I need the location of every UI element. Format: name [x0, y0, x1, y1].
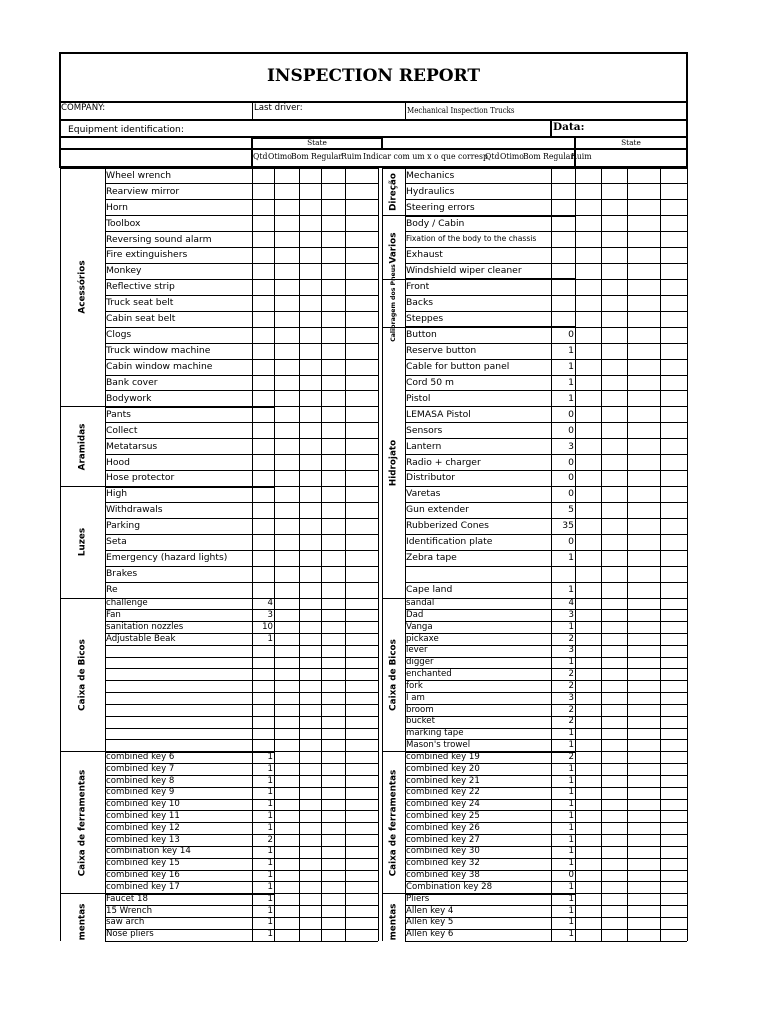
right-item-name: Allen key 4	[406, 905, 454, 916]
section-label-right: Caixa de ferramentas	[388, 769, 399, 877]
left-item-name: Reflective strip	[106, 281, 175, 293]
section-label-right: Caixa de Bicos	[388, 639, 399, 711]
left-item-qty: 1	[267, 811, 273, 821]
row-line-right	[405, 311, 687, 312]
column-line-right	[601, 167, 602, 941]
right-item-name: combined key 38	[406, 870, 480, 881]
right-item-name: I am	[406, 692, 425, 703]
left-item-name: Cabin window machine	[106, 360, 213, 372]
left-item-name: combined key 12	[106, 822, 180, 833]
left-item-name: Hood	[106, 456, 130, 468]
left-item-name: saw arch	[106, 917, 145, 928]
right-item-qty: 2	[568, 669, 574, 680]
column-header-right: Bom	[523, 152, 541, 162]
right-item-name: Distributor	[406, 472, 456, 484]
section-line-left	[60, 486, 105, 487]
column-header-left: Bom	[291, 152, 309, 162]
row-line-left	[105, 231, 378, 232]
left-item-name: Truck seat belt	[106, 297, 174, 309]
row-line-left	[105, 668, 378, 669]
right-item-name: Dad	[406, 609, 424, 620]
left-item-qty: 1	[267, 775, 273, 786]
right-item-qty: 1	[568, 552, 574, 564]
right-item-name: Windshield wiper cleaner	[406, 265, 522, 277]
right-item-name: Front	[406, 281, 430, 293]
row-line-left	[105, 470, 378, 471]
right-item-name: Pistol	[406, 392, 431, 404]
row-line-right	[405, 375, 687, 376]
row-line-right	[405, 263, 687, 264]
right-item-qty: 1	[568, 858, 574, 869]
section-line-left	[60, 598, 105, 599]
section-label-right: Direção	[388, 172, 399, 211]
column-line-left	[321, 167, 322, 941]
left-item-qty: 1	[267, 893, 273, 904]
mechanical-inspection-label: Mechanical Inspection Trucks	[407, 105, 515, 115]
data-label: Data:	[553, 121, 585, 133]
right-item-qty: 0	[568, 424, 574, 436]
section-label-left: Acessórios	[77, 260, 88, 315]
right-item-qty: 1	[568, 740, 574, 751]
section-label-right: Hidrojato	[388, 439, 399, 486]
right-item-name: Mechanics	[406, 169, 455, 181]
right-item-qty: 1	[568, 893, 574, 904]
row-line-right	[405, 231, 687, 232]
right-item-qty: 1	[568, 929, 574, 940]
row-line-left	[105, 692, 378, 693]
right-item-name: combined key 19	[406, 751, 480, 762]
left-item-qty: 1	[267, 799, 273, 810]
right-item-name: Combination key 28	[406, 881, 493, 892]
left-item-name: Parking	[106, 520, 141, 532]
left-item-name: Rearview mirror	[106, 185, 180, 197]
company-row-bottom	[60, 119, 687, 121]
section-line-left	[60, 168, 105, 169]
left-item-qty: 1	[267, 905, 273, 916]
right-item-name: Hydraulics	[406, 185, 455, 197]
row-line-right	[405, 390, 687, 391]
column-header-middle: Indicar com um x o que corresp	[363, 152, 488, 162]
row-line-left	[105, 582, 378, 583]
column-line-right	[687, 167, 688, 941]
left-item-name: Clogs	[106, 329, 132, 341]
right-item-name: Backs	[406, 297, 434, 309]
right-item-qty: 1	[568, 360, 574, 372]
right-item-qty: 2	[568, 716, 574, 727]
right-item-name: combined key 24	[406, 799, 480, 810]
left-item-name: Reversing sound alarm	[106, 233, 212, 245]
right-item-qty: 1	[568, 376, 574, 388]
right-item-qty: 0	[568, 488, 574, 500]
left-item-name: Nose pliers	[106, 929, 154, 940]
row-line-left	[105, 263, 378, 264]
left-item-name: 15 Wrench	[106, 905, 153, 916]
row-line-left	[105, 728, 378, 729]
left-item-name: challenge	[106, 598, 148, 609]
left-item-name: Fire extinguishers	[106, 249, 188, 261]
column-header-right: Ruim	[571, 152, 592, 162]
row-line-right	[405, 359, 687, 360]
right-item-qty: 1	[568, 811, 574, 821]
left-item-name: Seta	[106, 536, 127, 548]
title-bottom	[60, 101, 687, 103]
state-label-right: State	[621, 138, 641, 147]
right-item-qty: 1	[568, 822, 574, 833]
group-line	[405, 326, 575, 328]
row-line-left	[105, 438, 378, 439]
left-item-qty: 1	[267, 763, 273, 774]
row-line-left	[105, 502, 378, 503]
right-item-qty: 5	[568, 504, 574, 516]
right-item-name: Fixation of the body to the chassis	[406, 234, 537, 244]
right-item-qty: 2	[568, 633, 574, 644]
right-item-name: combined key 27	[406, 834, 480, 845]
row-line-right	[405, 941, 687, 942]
row-line-left	[105, 215, 378, 216]
page-title: INSPECTION REPORT	[266, 66, 481, 86]
section-line-right	[382, 215, 405, 216]
left-item-name: combined key 10	[106, 799, 180, 810]
right-item-qty: 0	[568, 870, 574, 881]
column-header-right: Otimo	[500, 152, 524, 162]
section-label-right: Calibragem dos Pneus	[389, 264, 397, 343]
right-item-name: Reserve button	[406, 345, 477, 357]
left-item-name: combined key 13	[106, 834, 180, 845]
right-item-name: Cord 50 m	[406, 376, 454, 388]
left-item-name: Wheel wrench	[106, 169, 172, 181]
right-item-name: Varetas	[406, 488, 441, 500]
right-item-name: Radio + charger	[406, 456, 481, 468]
row-line-left	[105, 518, 378, 519]
right-item-name: Body / Cabin	[406, 217, 465, 229]
right-item-name: combined key 21	[406, 775, 480, 786]
right-item-name: Allen key 6	[406, 929, 454, 940]
left-item-qty: 1	[267, 881, 273, 892]
row-line-left	[105, 534, 378, 535]
right-item-qty: 1	[568, 775, 574, 786]
section-line-left	[60, 406, 105, 407]
left-item-qty: 1	[267, 787, 273, 798]
right-item-name: Pliers	[406, 893, 430, 904]
left-item-qty: 1	[267, 633, 273, 644]
row-line-left	[105, 739, 378, 740]
data-divider	[550, 120, 552, 137]
right-item-name: lever	[406, 645, 428, 656]
group-line	[105, 486, 274, 488]
left-item-name: Monkey	[106, 265, 142, 277]
right-item-name: bucket	[406, 716, 435, 727]
section-line-left	[60, 751, 105, 752]
right-item-qty: 1	[568, 799, 574, 810]
right-item-name: combined key 20	[406, 763, 480, 774]
row-line-right	[405, 406, 687, 407]
right-item-name: Steppes	[406, 313, 444, 325]
row-line-right	[405, 454, 687, 455]
column-line-left	[274, 167, 275, 941]
column-line-right	[660, 167, 661, 941]
section-line-right	[382, 598, 405, 599]
right-item-name: Steering errors	[406, 201, 475, 213]
right-item-name: Lantern	[406, 440, 442, 452]
right-item-qty: 1	[568, 917, 574, 928]
left-item-qty: 1	[267, 929, 273, 940]
row-line-left	[105, 422, 378, 423]
section-label-right: Varios	[388, 232, 399, 264]
left-item-name: Bank cover	[106, 376, 158, 388]
section-label-left: mentas	[77, 903, 88, 941]
column-line-left-outer	[60, 167, 61, 941]
row-line-right	[405, 550, 687, 551]
left-item-name: High	[106, 488, 128, 500]
section-label-right: mentas	[388, 903, 399, 941]
left-item-name: Hose protector	[106, 472, 175, 484]
right-item-name: Sensors	[406, 424, 443, 436]
lastdriver-divider	[405, 102, 406, 120]
left-item-name: Re	[106, 583, 118, 595]
row-line-right	[405, 343, 687, 344]
row-line-right	[405, 168, 687, 169]
row-line-right	[405, 422, 687, 423]
left-item-name: combined key 17	[106, 881, 180, 892]
right-item-name: combined key 30	[406, 846, 480, 857]
right-item-name: combined key 25	[406, 811, 480, 821]
row-line-left	[105, 199, 378, 200]
right-item-qty: 2	[568, 704, 574, 715]
right-item-name: Vanga	[406, 621, 433, 632]
left-item-name: Horn	[106, 201, 128, 213]
right-item-qty: 1	[568, 345, 574, 357]
left-item-name: Toolbox	[106, 217, 141, 229]
row-line-left	[105, 454, 378, 455]
column-line-right	[575, 167, 576, 941]
left-item-qty: 1	[267, 858, 273, 869]
right-item-name: broom	[406, 704, 434, 715]
row-line-left	[105, 183, 378, 184]
right-item-name: Cable for button panel	[406, 360, 510, 372]
right-item-name: combined key 26	[406, 822, 480, 833]
right-item-qty: 1	[568, 846, 574, 857]
row-line-left	[105, 941, 378, 942]
row-line-right	[405, 534, 687, 535]
right-item-qty: 3	[568, 692, 574, 703]
right-item-qty: 1	[568, 621, 574, 632]
right-item-qty: 0	[568, 472, 574, 484]
right-item-qty: 3	[568, 609, 574, 620]
right-item-qty: 1	[568, 905, 574, 916]
group-line	[405, 215, 575, 217]
right-item-name: combined key 32	[406, 858, 480, 869]
left-item-qty: 4	[267, 598, 273, 609]
right-item-name: fork	[406, 680, 423, 691]
row-line-left	[105, 343, 378, 344]
left-item-qty: 1	[267, 751, 273, 762]
right-item-qty: 4	[568, 598, 574, 609]
left-item-name: Truck window machine	[106, 345, 211, 357]
left-item-name: Metatarsus	[106, 440, 158, 452]
left-item-name: Adjustable Beak	[106, 633, 176, 644]
group-line	[405, 278, 575, 280]
column-line-left	[299, 167, 300, 941]
left-item-name: combined key 15	[106, 858, 180, 869]
left-item-name: Collect	[106, 424, 138, 436]
right-item-qty: 1	[568, 657, 574, 668]
section-line-right	[382, 168, 405, 169]
right-item-name: combined key 22	[406, 787, 480, 798]
right-item-name: marking tape	[406, 728, 464, 739]
left-item-name: Fan	[106, 609, 121, 620]
column-header-right: Regular	[543, 152, 575, 162]
section-line-left	[60, 893, 105, 894]
left-item-name: Brakes	[106, 568, 138, 579]
row-line-right	[405, 183, 687, 184]
row-line-right	[405, 566, 687, 567]
frame-top	[60, 52, 687, 55]
section-line-right	[382, 751, 405, 752]
column-line-left	[378, 167, 379, 941]
equipment-identification-label: Equipment identification:	[68, 124, 184, 135]
row-line-right	[405, 518, 687, 519]
company-label: COMPANY:	[61, 103, 106, 113]
row-line-right	[405, 582, 687, 583]
column-header-left: Ruim	[341, 152, 362, 162]
left-item-name: combined key 16	[106, 870, 180, 881]
group-line	[105, 406, 274, 408]
right-item-name: Gun extender	[406, 504, 469, 516]
right-item-name: pickaxe	[406, 633, 439, 644]
right-item-name: Allen key 5	[406, 917, 454, 928]
company-divider	[252, 102, 253, 120]
row-line-left	[105, 704, 378, 705]
row-line-right	[405, 295, 687, 296]
left-item-name: combined key 9	[106, 787, 175, 798]
column-header-left: Otimo	[268, 152, 292, 162]
right-item-qty: 1	[568, 881, 574, 892]
left-item-name: Cabin seat belt	[106, 313, 176, 325]
right-item-name: LEMASA Pistol	[406, 408, 471, 420]
row-line-right	[405, 438, 687, 439]
left-item-qty: 1	[267, 870, 273, 881]
section-label-left: Luzes	[77, 528, 88, 557]
section-line-right	[382, 893, 405, 894]
row-line-left	[105, 716, 378, 717]
right-item-qty: 1	[568, 583, 574, 595]
column-header-left: Qtd	[253, 152, 268, 162]
right-item-qty: 3	[568, 645, 574, 656]
right-item-qty: 3	[568, 440, 574, 452]
left-item-qty: 1	[267, 917, 273, 928]
group-line	[105, 167, 274, 169]
column-line-left	[345, 167, 346, 941]
right-item-name: Mason's trowel	[406, 740, 471, 751]
row-line-left	[105, 657, 378, 658]
column-header-right: Qtd	[485, 152, 500, 162]
row-line-left	[105, 680, 378, 681]
right-item-qty: 0	[568, 456, 574, 468]
right-item-name: Rubberized Cones	[406, 520, 489, 532]
left-item-name: Emergency (hazard lights)	[106, 552, 228, 564]
row-line-right	[405, 470, 687, 471]
row-line-left	[105, 279, 378, 280]
left-item-name: combined key 8	[106, 775, 175, 786]
right-item-name: Zebra tape	[406, 552, 457, 564]
right-item-qty: 1	[568, 392, 574, 404]
row-line-left	[105, 566, 378, 567]
right-item-name: Button	[406, 329, 437, 341]
row-line-left	[105, 359, 378, 360]
section-label-left: Caixa de ferramentas	[77, 769, 88, 877]
left-item-qty: 2	[267, 834, 273, 845]
section-label-left: Caixa de Bicos	[77, 639, 88, 711]
row-line-left	[105, 247, 378, 248]
right-item-name: enchanted	[406, 669, 452, 680]
row-line-left	[105, 390, 378, 391]
last-driver-label: Last driver:	[254, 103, 303, 113]
state-row-bottom	[60, 148, 687, 150]
row-line-right	[405, 486, 687, 487]
left-item-qty: 10	[262, 621, 273, 632]
left-item-name: Bodywork	[106, 392, 152, 404]
left-item-name: combination key 14	[106, 846, 191, 857]
row-line-left	[105, 550, 378, 551]
right-item-qty: 2	[568, 751, 574, 762]
right-item-qty: 1	[568, 728, 574, 739]
state-label-left: State	[307, 138, 327, 147]
column-header-left: Regular	[311, 152, 343, 162]
right-item-name: Identification plate	[406, 536, 493, 548]
right-item-qty: 1	[568, 763, 574, 774]
left-item-qty: 1	[267, 822, 273, 833]
left-item-name: sanitation nozzles	[106, 621, 184, 632]
column-line-right	[382, 167, 383, 941]
row-line-right	[405, 247, 687, 248]
right-item-qty: 1	[568, 834, 574, 845]
right-item-qty: 1	[568, 787, 574, 798]
right-item-qty: 0	[568, 536, 574, 548]
row-line-right	[405, 502, 687, 503]
left-item-name: combined key 11	[106, 811, 180, 821]
right-item-name: Cape land	[406, 583, 453, 595]
right-item-name: Exhaust	[406, 249, 443, 261]
row-line-left	[105, 375, 378, 376]
right-item-qty: 35	[562, 520, 574, 532]
row-line-left	[105, 327, 378, 328]
left-item-name: combined key 6	[106, 751, 175, 762]
row-line-left	[105, 645, 378, 646]
column-line-right	[627, 167, 628, 941]
row-line-right	[405, 199, 687, 200]
section-label-left: Aramidas	[77, 423, 88, 471]
left-item-name: Withdrawals	[106, 504, 163, 516]
row-line-left	[105, 295, 378, 296]
right-item-qty: 0	[568, 408, 574, 420]
right-item-qty: 2	[568, 680, 574, 691]
row-line-left	[105, 311, 378, 312]
right-item-name: digger	[406, 657, 434, 668]
left-item-qty: 1	[267, 846, 273, 857]
right-item-qty: 0	[568, 329, 574, 341]
right-item-name: sandal	[406, 598, 435, 609]
left-item-name: combined key 7	[106, 763, 175, 774]
left-item-name: Pants	[106, 408, 131, 420]
left-item-qty: 3	[267, 609, 273, 620]
left-item-name: Faucet 18	[106, 893, 148, 904]
